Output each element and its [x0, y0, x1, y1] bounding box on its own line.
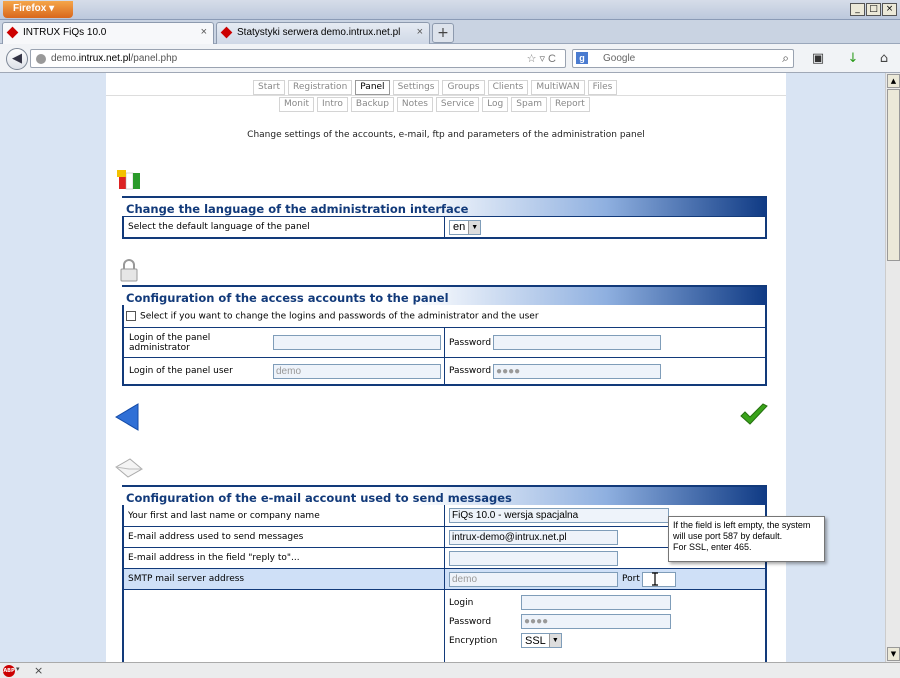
intrux-favicon-icon: [221, 27, 233, 39]
url-domain: intrux.net.pl: [78, 53, 131, 64]
tooltip-line: will use port 587 by default.: [673, 531, 783, 541]
tab-close-icon[interactable]: ×: [200, 26, 207, 38]
smtp-password-input[interactable]: [521, 614, 671, 629]
chevron-down-icon: ▼: [468, 221, 480, 234]
smtp-login-label: Login: [449, 597, 474, 608]
menu-spam[interactable]: Spam: [511, 97, 547, 112]
url-prefix: demo.: [51, 53, 79, 64]
user-login-label: Login of the panel user: [129, 366, 233, 376]
port-label: Port: [622, 574, 640, 584]
confirm-checkmark-icon[interactable]: [739, 403, 769, 427]
download-icon[interactable]: ↓: [847, 51, 859, 66]
url-path: /panel.php: [130, 53, 178, 64]
search-placeholder: Google: [603, 53, 636, 64]
email-account-section: [122, 485, 767, 662]
envelope-icon: [114, 455, 144, 481]
google-icon[interactable]: g: [576, 52, 588, 64]
site-identity-icon[interactable]: [36, 54, 46, 64]
smtp-server-row: [124, 568, 765, 589]
tab-statystyki[interactable]: [216, 22, 430, 44]
bookmark-star-icon[interactable]: ☆▿C: [526, 53, 559, 65]
url-bar[interactable]: [30, 49, 566, 68]
scroll-up-icon[interactable]: ▲: [887, 74, 900, 88]
menu-clients[interactable]: Clients: [488, 80, 529, 95]
search-bar[interactable]: [572, 49, 794, 68]
text-cursor-icon: [651, 572, 659, 586]
close-addon-bar-icon[interactable]: ×: [34, 664, 44, 677]
menu-start[interactable]: Start: [253, 80, 285, 95]
admin-login-label: Login of the panel administrator: [129, 332, 211, 353]
adblock-dropdown-icon[interactable]: ▾: [16, 665, 20, 673]
email-section-title: Configuration of the e-mail account used to send messages: [122, 485, 767, 505]
scroll-down-icon[interactable]: ▼: [887, 647, 900, 661]
menu-groups[interactable]: Groups: [442, 80, 484, 95]
language-section: [122, 196, 767, 239]
tab-title: Statystyki serwera demo.intrux.net.pl: [237, 27, 401, 38]
language-select[interactable]: [449, 220, 481, 235]
change-credentials-checkbox[interactable]: [126, 311, 136, 321]
admin-login-input[interactable]: [273, 335, 441, 350]
tooltip-line: If the field is left empty, the system: [673, 520, 811, 530]
admin-password-input[interactable]: [493, 335, 661, 350]
sender-name-input[interactable]: [449, 508, 669, 523]
home-icon[interactable]: ⌂: [879, 51, 889, 66]
access-accounts-section: [122, 285, 767, 386]
tab-bar: [0, 20, 900, 44]
chevron-down-icon: ▼: [549, 634, 561, 647]
menu-notes[interactable]: Notes: [397, 97, 433, 112]
smtp-server-input[interactable]: [449, 572, 618, 587]
reply-to-label: E-mail address in the field "reply to"...: [128, 553, 300, 563]
search-icon[interactable]: ⌕: [782, 51, 789, 65]
flags-icon: [116, 168, 142, 194]
close-window-button[interactable]: ×: [882, 3, 897, 16]
tab-title: INTRUX FiQs 10.0: [23, 27, 107, 38]
padlock-icon: [116, 257, 142, 283]
encryption-select-value: SSL: [525, 634, 546, 647]
admin-password-label: Password: [449, 337, 492, 348]
panel-page: [106, 73, 786, 662]
page-viewport: [0, 73, 885, 662]
status-bar: [0, 662, 900, 678]
menu-log[interactable]: Log: [482, 97, 508, 112]
menu-panel[interactable]: Panel: [355, 80, 389, 95]
tooltip-line: For SSL, enter 465.: [673, 542, 752, 552]
access-section-title: Configuration of the access accounts to the panel: [122, 285, 767, 305]
bookmarks-menu-icon[interactable]: ▣: [811, 51, 825, 66]
main-menu-row2: [279, 97, 590, 112]
menu-settings[interactable]: Settings: [393, 80, 440, 95]
adblock-icon[interactable]: ABP: [3, 665, 15, 677]
sender-email-input[interactable]: [449, 530, 618, 545]
menu-intro[interactable]: Intro: [317, 97, 348, 112]
back-button[interactable]: ◀: [6, 48, 28, 70]
encryption-select[interactable]: [521, 633, 562, 648]
firefox-menu-button[interactable]: Firefox ▾: [3, 1, 73, 18]
smtp-password-label: Password: [449, 616, 492, 627]
vertical-scrollbar[interactable]: [885, 73, 900, 662]
change-credentials-label: Select if you want to change the logins and passwords of the administrator and the user: [140, 311, 539, 322]
menu-backup[interactable]: Backup: [351, 97, 394, 112]
scrollbar-thumb[interactable]: [887, 89, 900, 261]
menu-multiwan[interactable]: MultiWAN: [531, 80, 584, 95]
menu-service[interactable]: Service: [436, 97, 479, 112]
sender-name-label: Your first and last name or company name: [128, 510, 320, 521]
smtp-server-label: SMTP mail server address: [128, 574, 245, 584]
user-login-input[interactable]: [273, 364, 441, 379]
menu-registration[interactable]: Registration: [288, 80, 352, 95]
back-arrow-icon[interactable]: [114, 403, 140, 431]
tab-close-icon[interactable]: ×: [416, 26, 423, 38]
port-tooltip: [668, 516, 825, 562]
user-password-label: Password: [449, 366, 492, 376]
language-label: Select the default language of the panel: [128, 222, 310, 232]
language-select-value: en: [453, 221, 466, 233]
menu-divider: [106, 95, 786, 96]
intrux-favicon-icon: [7, 27, 19, 39]
minimize-button[interactable]: _: [850, 3, 865, 16]
language-section-title: Change the language of the administration interface: [122, 196, 767, 216]
reply-to-input[interactable]: [449, 551, 618, 566]
menu-report[interactable]: Report: [550, 97, 590, 112]
smtp-login-input[interactable]: [521, 595, 671, 610]
tab-intrux[interactable]: [2, 22, 214, 45]
main-menu-row1: [253, 80, 617, 95]
maximize-button[interactable]: □: [866, 3, 881, 16]
navigation-toolbar: [0, 44, 900, 73]
sender-email-label: E-mail address used to send messages: [128, 532, 304, 542]
menu-monit[interactable]: Monit: [279, 97, 314, 112]
user-password-input[interactable]: [493, 364, 661, 379]
encryption-label: Encryption: [449, 635, 498, 646]
new-tab-button[interactable]: +: [432, 23, 454, 43]
menu-files[interactable]: Files: [588, 80, 618, 95]
window-titlebar: [0, 0, 900, 20]
page-intro-text: Change settings of the accounts, e-mail, ftp and parameters of the administration panel: [247, 130, 645, 140]
